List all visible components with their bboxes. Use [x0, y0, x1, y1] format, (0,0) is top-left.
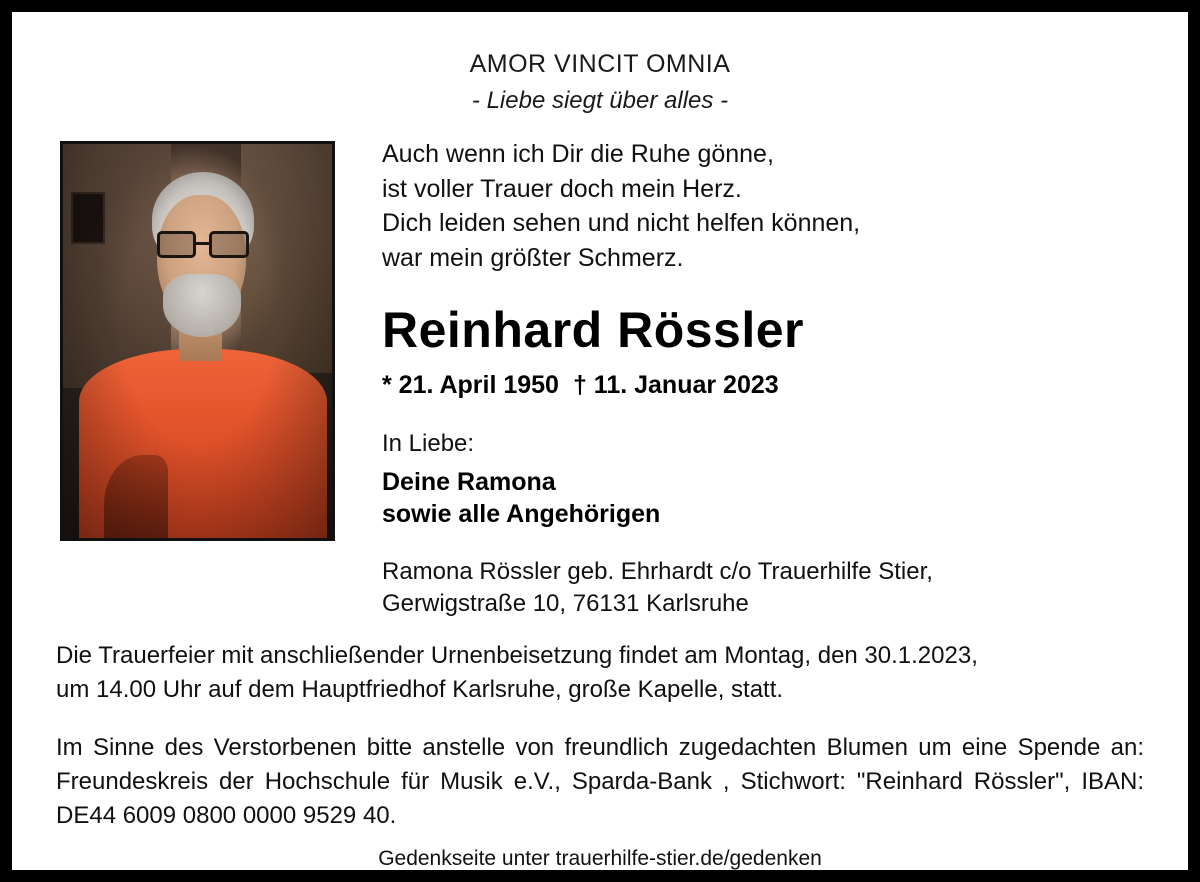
mourners-names — [382, 466, 1148, 530]
mourner-line-2: sowie alle Angehörigen — [382, 500, 661, 528]
poem-line-2: ist voller Trauer doch mein Herz. — [382, 174, 742, 203]
contact-address — [382, 556, 1148, 621]
deceased-dates — [382, 371, 1148, 400]
ceremony-line-1: Die Trauerfeier mit anschließender Urnenbeisetzung findet am Montag, den 30.1.2023, — [56, 641, 978, 669]
motto-block — [42, 50, 1158, 115]
address-line-2: Gerwigstraße 10, 76131 Karlsruhe — [382, 590, 749, 618]
mourner-line-1: Deine Ramona — [382, 468, 556, 496]
obituary-inner — [12, 12, 1188, 870]
poem-line-1: Auch wenn ich Dir die Ruhe gönne, — [382, 140, 774, 168]
ceremony-info — [56, 639, 1144, 707]
mourners-label: In Liebe: — [382, 430, 475, 457]
memorial-page-link[interactable]: Gedenkseite unter trauerhilfe-stier.de/gedenken — [378, 847, 822, 871]
poem-block — [382, 137, 1148, 275]
ceremony-line-2: um 14.00 Uhr auf dem Hauptfriedhof Karlsruhe, große Kapelle, statt. — [56, 675, 784, 703]
poem-line-3: Dich leiden sehen und nicht helfen können, — [382, 209, 861, 237]
motto-german: - Liebe siegt über alles - — [471, 87, 729, 114]
portrait-photo — [60, 141, 335, 541]
deceased-name: Reinhard Rössler — [382, 302, 805, 358]
motto-latin: AMOR VINCIT OMNIA — [469, 50, 731, 78]
poem-line-4: war mein größter Schmerz. — [382, 243, 684, 272]
text-column — [332, 137, 1158, 621]
donation-info: Im Sinne des Verstorbenen bitte anstelle von freundlich zugedachten Blumen um eine Spende an: Freundeskreis der Hochschule für Musik e.V., Sparda-Bank , Stichwort: "Reinhard Rössler", IBAN: DE44 6009 0800 0000 9529 40. — [56, 733, 1144, 830]
birth-date: * 21. April 1950 — [382, 371, 559, 399]
address-line-1: Ramona Rössler geb. Ehrhardt c/o Trauerhilfe Stier, — [382, 558, 933, 585]
portrait-photo-image — [63, 144, 332, 538]
photo-column — [42, 137, 332, 541]
lower-section — [42, 639, 1158, 871]
death-date: † 11. Januar 2023 — [572, 371, 779, 399]
main-row — [42, 137, 1158, 621]
photo-vignette — [63, 144, 332, 538]
